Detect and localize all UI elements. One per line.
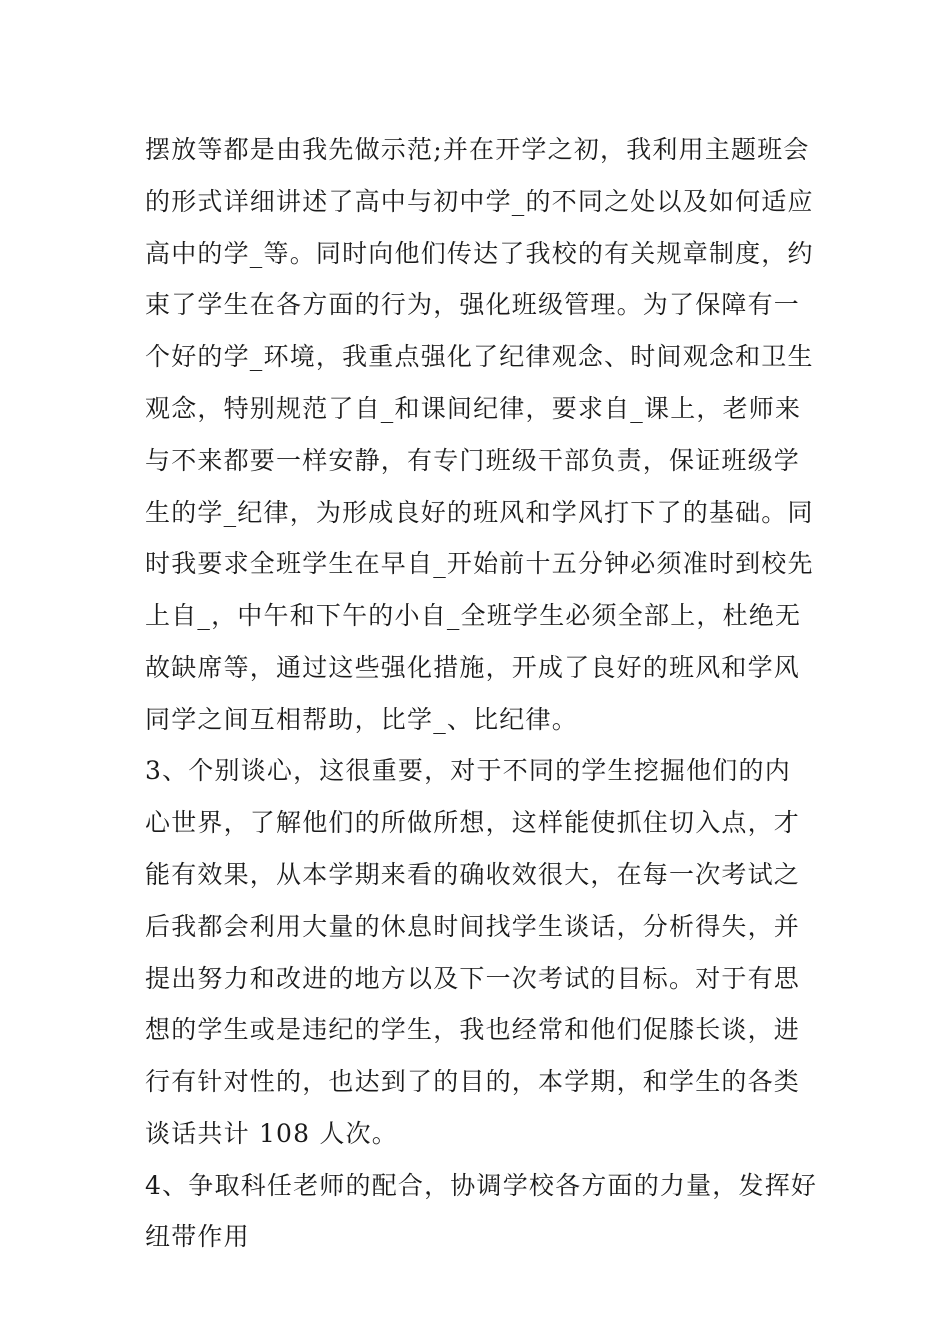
text-line: 时我要求全班学生在早自_开始前十五分钟必须准时到校先: [145, 549, 814, 578]
text-line: 个好的学_环境，我重点强化了纪律观念、时间观念和卫生: [145, 342, 814, 371]
text-line: 纽带作用: [145, 1222, 250, 1251]
text-line: 行有针对性的，也达到了的目的，本学期，和学生的各类: [145, 1067, 801, 1096]
text-line: 提出努力和改进的地方以及下一次考试的目标。对于有思: [145, 964, 801, 993]
text-line: 故缺席等，通过这些强化措施，开成了良好的班风和学风: [145, 653, 801, 682]
text-line: 后我都会利用大量的休息时间找学生谈话，分析得失，并: [145, 912, 801, 941]
text-line: 的形式详细讲述了高中与初中学_的不同之处以及如何适应: [145, 187, 814, 216]
text-line: 与不来都要一样安静，有专门班级干部负责，保证班级学: [145, 446, 801, 475]
text-line: 能有效果，从本学期来看的确收效很大，在每一次考试之: [145, 860, 801, 889]
text-line: 同学之间互相帮助，比学_、比纪律。: [145, 705, 578, 734]
text-line: 束了学生在各方面的行为，强化班级管理。为了保障有一: [145, 290, 801, 319]
text-line: 谈话共计 108 人次。: [145, 1119, 399, 1148]
text-line: 生的学_纪律，为形成良好的班风和学风打下了的基础。同: [145, 498, 814, 527]
text-line: 想的学生或是违纪的学生，我也经常和他们促膝长谈，进: [145, 1015, 801, 1044]
text-line: 4、争取科任老师的配合，协调学校各方面的力量，发挥好: [145, 1171, 818, 1200]
text-line: 高中的学_等。同时向他们传达了我校的有关规章制度，约: [145, 239, 814, 268]
text-line: 3、个别谈心，这很重要，对于不同的学生挖掘他们的内: [145, 756, 791, 785]
text-line: 心世界，了解他们的所做所想，这样能使抓住切入点，才: [145, 808, 801, 837]
text-line: 上自_，中午和下午的小自_全班学生必须全部上，杜绝无: [145, 601, 802, 630]
text-line: 观念，特别规范了自_和课间纪律，要求自_课上，老师来: [145, 394, 802, 423]
text-line: 摆放等都是由我先做示范;并在开学之初，我利用主题班会: [145, 135, 810, 164]
